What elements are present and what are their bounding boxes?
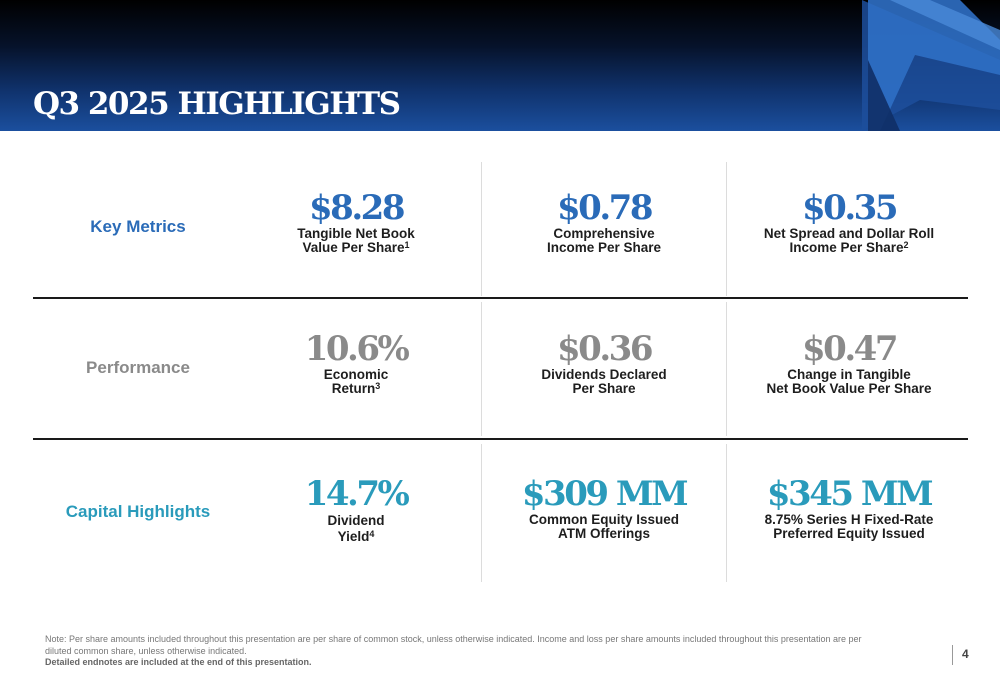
metric-value: $8.28	[309, 188, 403, 228]
performance-row	[33, 331, 968, 411]
desc-line: Income Per Share$^2$	[789, 240, 909, 255]
metric-value: 14.7%	[304, 474, 408, 514]
metric-tangible-book-value	[234, 190, 478, 255]
desc-line: Comprehensive	[553, 226, 655, 241]
desc-line: Preferred Equity Issued	[773, 526, 925, 541]
desc-line: Net Book Value Per Share	[766, 381, 932, 396]
metric-description	[234, 368, 478, 396]
row-divider	[33, 297, 968, 299]
desc-line: Change in Tangible	[787, 367, 911, 382]
metric-change-tangible-book-value	[727, 331, 971, 396]
row-label-capital-highlights: Capital Highlights	[65, 502, 211, 521]
desc-line: Per Share	[572, 381, 636, 396]
desc-line: Return$^3$	[331, 381, 381, 396]
metric-description	[727, 368, 971, 396]
footnote-endnotes: Detailed endnotes are included at the end of this presentation.	[45, 657, 312, 667]
metric-dividend-yield	[234, 476, 478, 545]
desc-line: ATM Offerings	[558, 526, 650, 541]
header-banner	[0, 0, 1000, 131]
row-divider	[33, 438, 968, 440]
metric-description	[727, 227, 971, 255]
desc-line: Income Per Share	[546, 240, 662, 255]
desc-line: Economic	[323, 367, 389, 382]
footnote	[45, 634, 885, 669]
desc-line: 8.75% Series H Fixed-Rate	[764, 512, 934, 527]
footnote-ref: 2	[903, 240, 909, 250]
footnote-ref: 4	[369, 529, 375, 539]
desc-line: Net Spread and Dollar Roll	[763, 226, 935, 241]
metric-preferred-equity-issued	[727, 476, 971, 541]
metric-description	[234, 513, 478, 545]
logo-graphic-icon	[860, 0, 1000, 131]
metric-value: $0.36	[557, 329, 651, 369]
page-title: Q3 2025 HIGHLIGHTS	[33, 86, 400, 122]
desc-line: Common Equity Issued	[528, 512, 680, 527]
metric-value: $345 MM	[766, 474, 932, 514]
metric-common-equity-issued	[482, 476, 726, 541]
footnote-note: Note: Per share amounts included throughout this presentation are per share of common stock, unless otherwise indicated. Income and loss per share amounts included throughout this presentation are per diluted common share, unless otherwise indicated.	[45, 634, 862, 656]
metric-value: $0.78	[557, 188, 651, 228]
metric-net-spread-income	[727, 190, 971, 255]
metric-value: $0.47	[802, 329, 896, 369]
page-number: 4	[962, 647, 969, 661]
metric-description	[234, 227, 478, 255]
row-label-key-metrics: Key Metrics	[90, 217, 186, 236]
metric-economic-return	[234, 331, 478, 396]
capital-highlights-row	[33, 476, 968, 556]
metric-dividends-declared	[482, 331, 726, 396]
key-metrics-row	[33, 190, 968, 270]
footnote-ref: 3	[375, 381, 381, 391]
desc-line: Yield$^4$	[337, 529, 375, 544]
footnote-ref: 1	[404, 240, 410, 250]
metric-value: $0.35	[802, 188, 896, 228]
metric-value: 10.6%	[304, 329, 408, 369]
metric-description	[482, 513, 726, 541]
metric-description	[482, 227, 726, 255]
page-number-separator	[952, 645, 953, 665]
desc-line: Dividends Declared	[541, 367, 667, 382]
metric-value: $309 MM	[521, 474, 687, 514]
desc-line: Dividend	[327, 513, 385, 528]
row-label-performance: Performance	[86, 358, 190, 377]
metric-description	[727, 513, 971, 541]
desc-line: Value Per Share$^1$	[302, 240, 410, 255]
metric-comprehensive-income	[482, 190, 726, 255]
metric-description	[482, 368, 726, 396]
desc-line: Tangible Net Book	[297, 226, 415, 241]
